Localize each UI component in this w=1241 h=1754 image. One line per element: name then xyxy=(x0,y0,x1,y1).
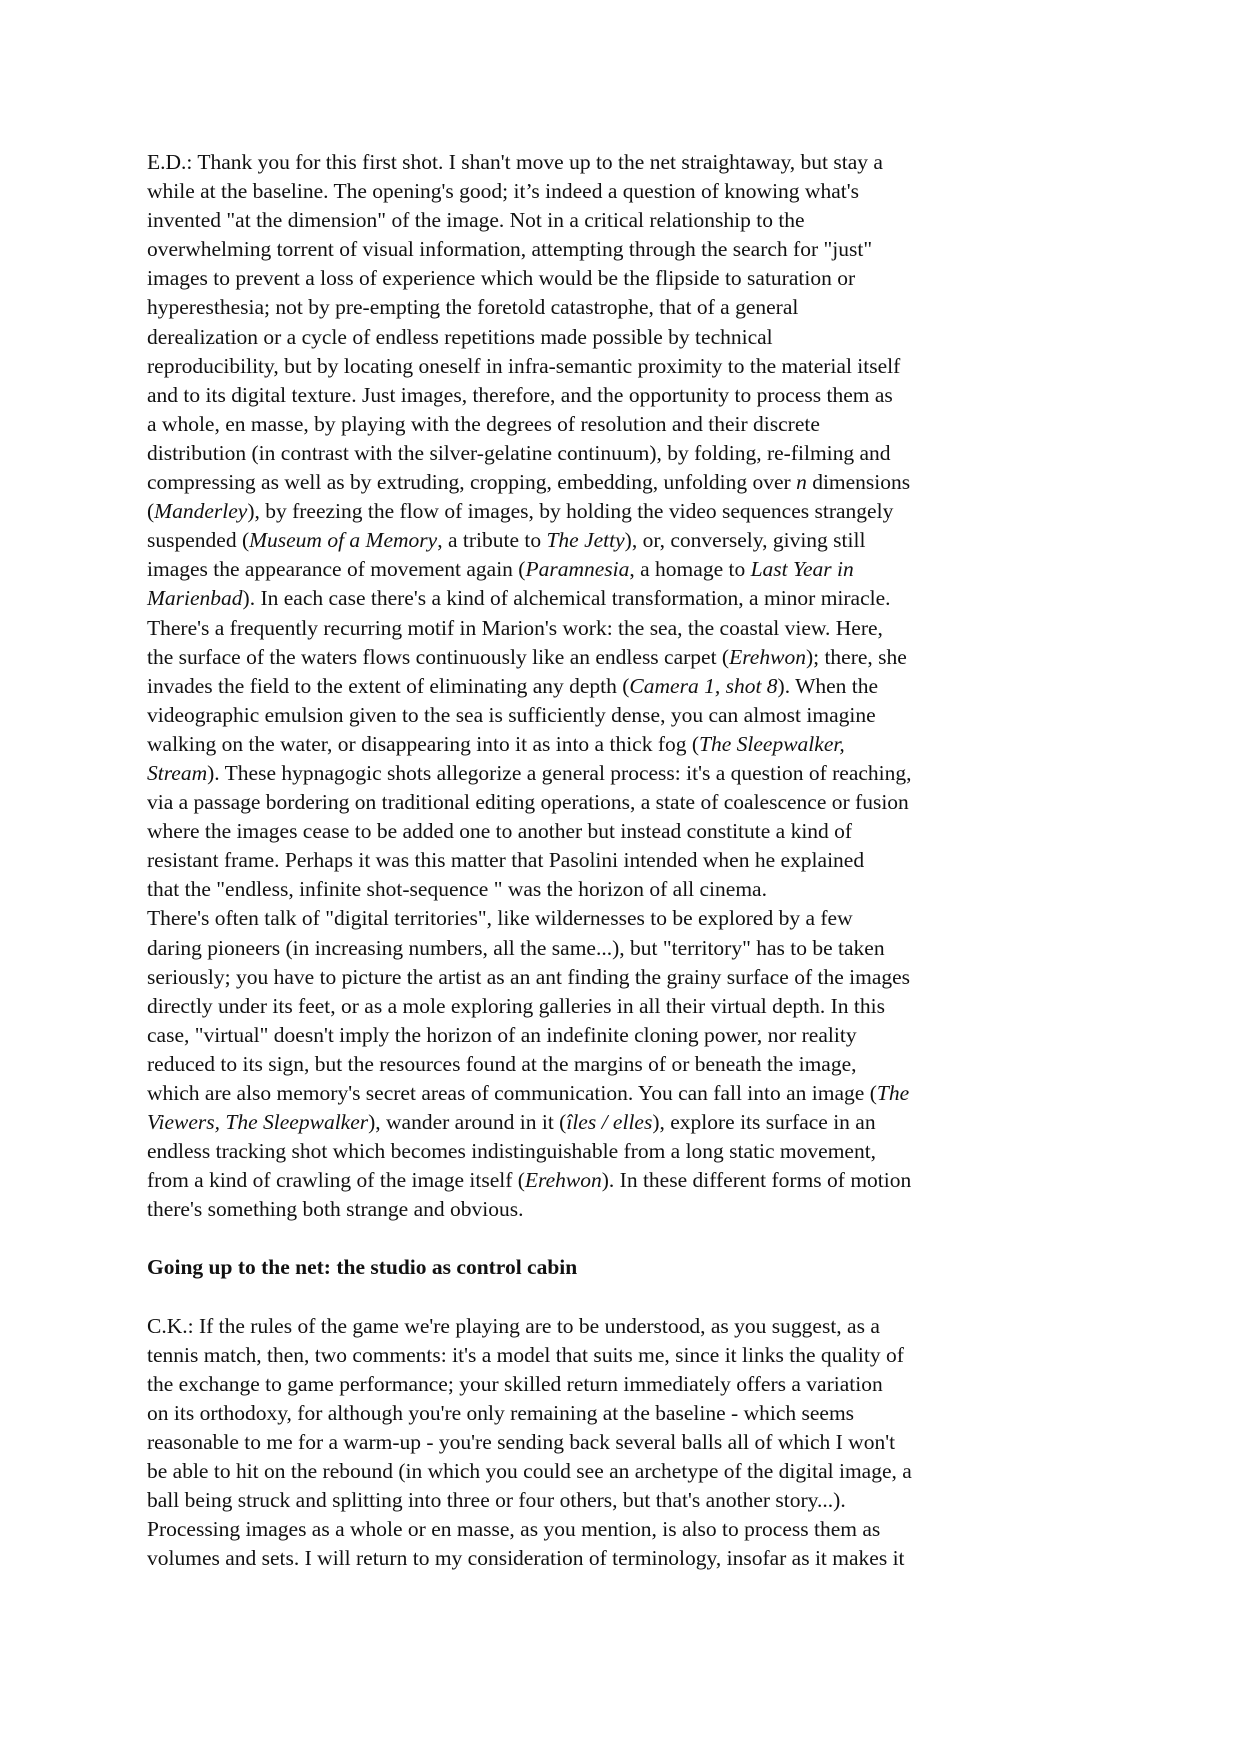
text-line xyxy=(147,904,1107,933)
text-segment: videographic emulsion given to the sea is sufficiently dense, you can almost imagine xyxy=(147,702,876,727)
text-segment: reasonable to me for a warm-up - you're sending back several balls all of which I won't xyxy=(147,1429,896,1454)
text-segment: invades the field to the extent of eliminating any depth ( xyxy=(147,673,630,698)
text-segment: distribution (in contrast with the silver-gelatine continuum), by folding, re-filming and xyxy=(147,440,891,465)
italic-title: The xyxy=(876,1081,910,1105)
text-line xyxy=(147,963,1107,992)
text-segment: that the "endless, infinite shot-sequence " was the horizon of all cinema. xyxy=(147,877,767,902)
text-line xyxy=(147,1341,1107,1370)
text-segment: derealization or a cycle of endless repetitions made possible by technical xyxy=(147,324,773,349)
text-line xyxy=(147,934,1107,963)
text-segment: Processing images as a whole or en masse, as you mention, is also to process them as xyxy=(147,1517,881,1542)
text-segment: There's often talk of "digital territories", like wildernesses to be explored by a few xyxy=(147,906,853,931)
text-line xyxy=(147,672,1107,701)
text-segment: C.K.: If the rules of the game we're playing are to be understood, as you suggest, as a xyxy=(147,1313,880,1338)
text-segment: dimensions xyxy=(806,470,911,495)
text-segment: reproducibility, but by locating oneself in infra-semantic proximity to the material itself xyxy=(147,353,901,378)
italic-title: Erehwon xyxy=(729,644,806,669)
text-line xyxy=(147,788,1107,817)
italic-title: Paramnesia xyxy=(525,557,630,582)
italic-title: Marienbad xyxy=(147,586,243,611)
text-line xyxy=(147,323,1107,352)
text-segment: images the appearance of movement again ( xyxy=(147,557,526,582)
text-line xyxy=(147,1486,1107,1515)
text-segment: ball being struck and splitting into three or four others, but that's another story...). xyxy=(147,1488,846,1513)
text-segment: ). In each case there's a kind of alchemical transformation, a minor miracle. xyxy=(242,586,891,611)
text-line xyxy=(147,1137,1107,1166)
text-segment: ); there, she xyxy=(805,644,907,669)
text-segment: while at the baseline. The opening's good; it’s indeed a question of knowing what's xyxy=(147,179,859,204)
text-segment: directly under its feet, or as a mole exploring galleries in all their virtual depth. In this xyxy=(147,993,885,1018)
text-line xyxy=(147,817,1107,846)
text-line xyxy=(147,1079,1107,1108)
text-line xyxy=(147,1515,1107,1544)
text-segment: volumes and sets. I will return to my consideration of terminology, insofar as it makes it xyxy=(147,1546,905,1571)
text-segment: invented "at the dimension" of the image. Not in a critical relationship to the xyxy=(147,208,805,233)
text-line xyxy=(147,293,1107,322)
text-line xyxy=(147,1166,1107,1195)
text-line xyxy=(147,1021,1107,1050)
text-line xyxy=(147,206,1107,235)
text-segment: ), wander around in it ( xyxy=(368,1110,567,1135)
text-segment: ). When the xyxy=(777,673,879,698)
text-segment: reduced to its sign, but the resources found at the margins of or beneath the image, xyxy=(147,1051,857,1076)
text-line xyxy=(147,1050,1107,1079)
text-line xyxy=(147,846,1107,875)
text-line xyxy=(147,410,1107,439)
text-segment: There's a frequently recurring motif in Marion's work: the sea, the coastal view. Here, xyxy=(147,615,883,640)
text-segment: where the images cease to be added one to another but instead constitute a kind of xyxy=(147,819,853,844)
text-segment: suspended ( xyxy=(147,528,250,553)
text-line xyxy=(147,381,1107,410)
text-line xyxy=(147,264,1107,293)
text-segment: seriously; you have to picture the artist as an ant finding the grainy surface of the images xyxy=(147,964,911,989)
text-segment: ). In these different forms of motion xyxy=(601,1168,912,1193)
text-segment: images to prevent a loss of experience which would be the flipside to saturation or xyxy=(147,266,856,291)
text-segment: ). These hypnagogic shots allegorize a general process: it's a question of reaching, xyxy=(207,760,912,785)
italic-title: Museum of a Memory xyxy=(249,528,438,553)
text-line xyxy=(147,468,1107,497)
italic-title: The Jetty xyxy=(546,528,625,553)
text-line xyxy=(147,643,1107,672)
text-segment: the surface of the waters flows continuously like an endless carpet ( xyxy=(147,644,730,669)
text-line xyxy=(147,730,1107,759)
text-segment: tennis match, then, two comments: it's a model that suits me, since it links the quality of xyxy=(147,1342,904,1367)
text-line xyxy=(147,992,1107,1021)
text-line xyxy=(147,1195,1107,1224)
italic-title: Viewers, The Sleepwalker xyxy=(147,1110,369,1135)
text-segment: hyperesthesia; not by pre-empting the foretold catastrophe, that of a general xyxy=(147,295,799,320)
italic-title: Stream xyxy=(147,760,208,785)
text-line xyxy=(147,614,1107,643)
text-line xyxy=(147,497,1107,526)
text-segment: , a homage to xyxy=(629,557,751,582)
text-segment: be able to hit on the rebound (in which you could see an archetype of the digital image, a xyxy=(147,1459,912,1484)
text-segment: there's something both strange and obvious. xyxy=(147,1197,524,1222)
text-segment: daring pioneers (in increasing numbers, all the same...), but "territory" has to be taken xyxy=(147,935,885,960)
text-segment: ), explore its surface in an xyxy=(652,1110,876,1135)
text-segment: resistant frame. Perhaps it was this matter that Pasolini intended when he explained xyxy=(147,848,865,873)
text-segment: ( xyxy=(147,499,155,524)
text-segment: walking on the water, or disappearing into it as into a thick fog ( xyxy=(147,731,700,756)
text-line xyxy=(147,439,1107,468)
text-line xyxy=(147,148,1107,177)
text-line xyxy=(147,235,1107,264)
italic-title: n xyxy=(796,470,807,495)
italic-title: The Sleepwalker, xyxy=(699,731,845,756)
text-segment: , a tribute to xyxy=(437,528,547,553)
text-segment: E.D.: Thank you for this first shot. I shan't move up to the net straightaway, but stay a xyxy=(147,150,883,174)
italic-title: Manderley xyxy=(154,499,248,524)
text-line xyxy=(147,1108,1107,1137)
text-line xyxy=(147,1544,1107,1573)
text-line xyxy=(147,759,1107,788)
paragraph-ed-response xyxy=(147,148,1107,1224)
text-segment: case, "virtual" doesn't imply the horizon of an indefinite cloning power, nor reality xyxy=(147,1022,857,1047)
text-segment: on its orthodoxy, for although you're only remaining at the baseline - which seems xyxy=(147,1400,855,1425)
text-segment: from a kind of crawling of the image itself ( xyxy=(147,1168,525,1193)
text-line xyxy=(147,1457,1107,1486)
italic-title: Erehwon xyxy=(524,1168,602,1193)
section-heading: Going up to the net: the studio as control cabin xyxy=(147,1255,578,1280)
text-segment: the exchange to game performance; your skilled return immediately offers a variation xyxy=(147,1371,883,1396)
text-line xyxy=(147,1428,1107,1457)
text-segment: endless tracking shot which becomes indistinguishable from a long static movement, xyxy=(147,1139,877,1164)
text-line xyxy=(147,352,1107,381)
paragraph-ck-response xyxy=(147,1312,1107,1574)
document-page xyxy=(147,148,1107,1573)
text-segment: and to its digital texture. Just images, therefore, and the opportunity to process them as xyxy=(147,382,893,407)
text-segment: overwhelming torrent of visual information, attempting through the search for "just" xyxy=(147,237,873,262)
text-line xyxy=(147,1399,1107,1428)
italic-title: îles / elles xyxy=(566,1110,653,1135)
text-segment: via a passage bordering on traditional editing operations, a state of coalescence or fusion xyxy=(147,790,909,815)
text-line xyxy=(147,177,1107,206)
text-segment: ), or, conversely, giving still xyxy=(624,528,866,553)
italic-title: Last Year in xyxy=(750,557,854,582)
text-line xyxy=(147,701,1107,730)
text-segment: ), by freezing the flow of images, by holding the video sequences strangely xyxy=(247,499,894,524)
text-line xyxy=(147,584,1107,613)
text-segment: which are also memory's secret areas of communication. You can fall into an image ( xyxy=(147,1081,877,1105)
text-line xyxy=(147,875,1107,904)
text-line xyxy=(147,555,1107,584)
text-segment: a whole, en masse, by playing with the degrees of resolution and their discrete xyxy=(147,411,820,436)
italic-title: Camera 1, shot 8 xyxy=(629,673,778,698)
text-line xyxy=(147,526,1107,555)
text-line xyxy=(147,1312,1107,1341)
text-segment: compressing as well as by extruding, cropping, embedding, unfolding over xyxy=(147,470,797,495)
text-line xyxy=(147,1370,1107,1399)
